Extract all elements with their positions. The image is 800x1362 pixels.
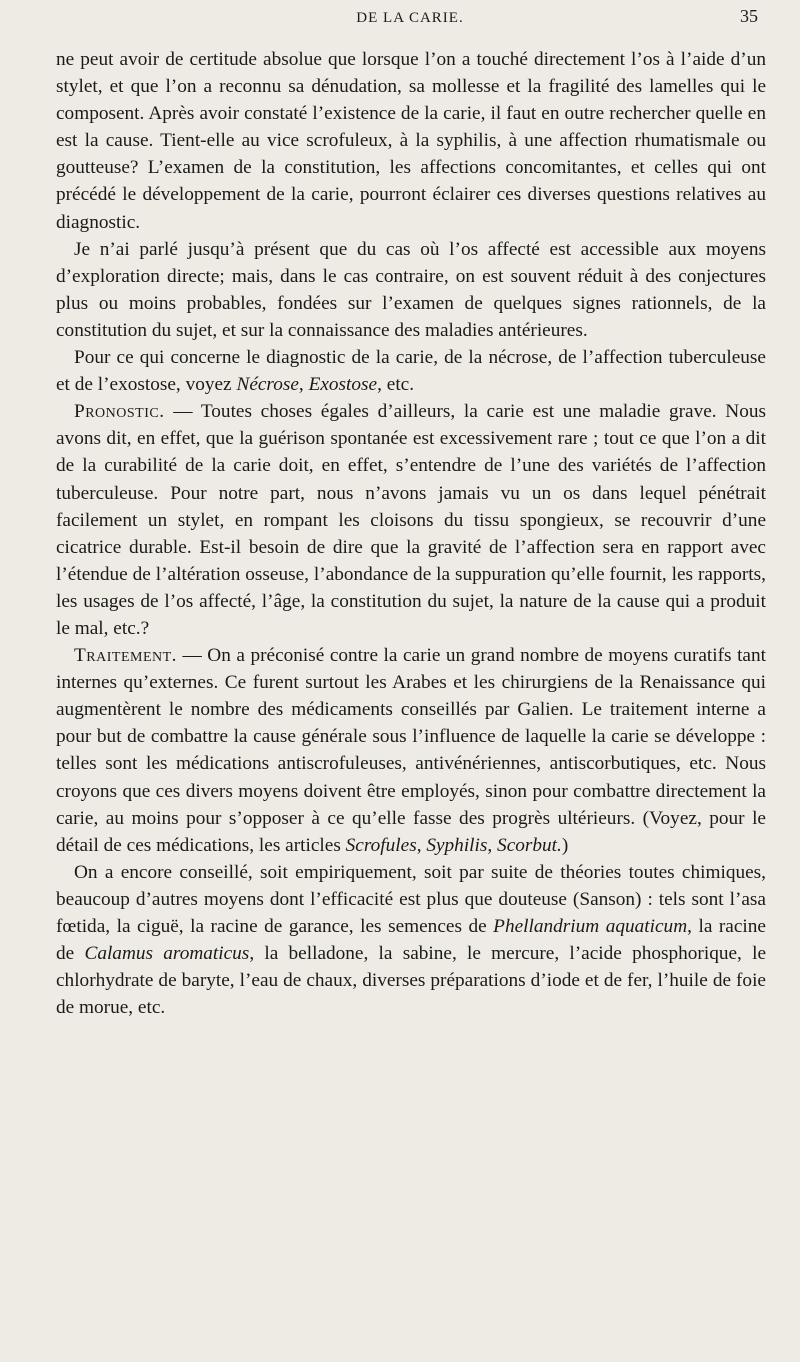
paren-close: ) bbox=[561, 834, 569, 856]
ref-necrose: Nécrose bbox=[236, 374, 299, 396]
page-header bbox=[62, 6, 758, 32]
ref-scorbut: Scorbut. bbox=[497, 834, 562, 856]
paragraph-6-end: , la belladone, la sabine, le mercure, l’acide phosphorique, le chlorhydrate de baryte, l’eau de chaux, diverses préparations d’iode et de fer, l’huile de foie de morue, etc. bbox=[56, 943, 767, 1019]
paragraph-2 bbox=[56, 236, 766, 344]
ref-separator: , bbox=[298, 374, 304, 396]
paragraph-1-text: ne peut avoir de certitude absolue que lorsque l’on a touché directement l’os à l’aide d’un stylet, et que l’on a reconnu sa dénudation, sa mollesse et la fragilité des lamelles qui le composent. Après avoir constaté l’existence de la carie, il faut en outre rechercher quelle en est la cause. Tient-elle au vice scrofuleux, à la syphilis, à une affection rhumatismale ou goutteuse? L’examen de la constitution, les affections concomitantes, et celles qui ont précédé le développement de la carie, pourront éclairer ces diverses questions relatives au diagnostic. bbox=[56, 49, 766, 233]
term-calamus: Calamus aromaticus bbox=[84, 943, 250, 965]
paragraph-traitement: Traitement. — On a préconisé contre la carie un grand nombre de moyens curatifs tant internes qu’externes. Ce furent surtout les Arabes et les chirurgiens de la Renaissance qui augmentèrent le nombre des médicaments conseillés par Galien. Le traitement interne a pour but de combattre la cause générale sous l’influence de laquelle la carie se développe : telles sont les médications antiscrofuleuses, antivénériennes, antiscorbutiques, etc. Nous croyons que ces divers moyens doivent être employés, sinon pour combattre directement la carie, au moins pour s’opposer à ce qu’elle fasse des progrès ultérieurs. (Voyez, pour le détail de ces médications, les articles Scrofules, Syphilis, Scorbut.) bbox=[56, 645, 766, 856]
ref-scrofules: Scrofules bbox=[345, 834, 417, 856]
section-head-traitement: Traitement. bbox=[74, 645, 177, 667]
term-phellandrium: Phellandrium aquaticum bbox=[493, 916, 688, 937]
paragraph-2-text: Je n’ai parlé jusqu’à présent que du cas où l’os affecté est accessible aux moyens d’exploration directe; mais, dans le cas contraire, on est souvent réduit à des conjectures plus ou moins probables, fondées sur l’examen de quelques signes rationnels, de la constitution du sujet, et sur la connaissance des maladies antérieures. bbox=[56, 238, 766, 341]
ref-syphilis: Syphilis bbox=[426, 834, 488, 856]
paragraph-3 bbox=[56, 344, 766, 398]
paragraph-traitement-text: — On a préconisé contre la carie un grand nombre de moyens curatifs tant internes qu’externes. Ce furent surtout les Arabes et les chirurgiens de la Renaissance qui augmentèrent le nombre des médicaments conseillés par Galien. Le traitement interne a pour but de combattre la cause générale sous l’influence de laquelle la carie se développe : telles sont les médications antiscrofuleuses, antivénériennes, antiscorbutiques, etc. Nous croyons que ces divers moyens doivent être employés, sinon pour combattre directement la carie, au moins pour s’opposer à ce qu’elle fasse des progrès ultérieurs. (Voyez, pour le détail de ces médications, les articles bbox=[56, 645, 766, 856]
paragraph-pronostic-text: — Toutes choses égales d’ailleurs, la carie est une maladie grave. Nous avons dit, en effet, que la guérison spontanée est excessivement rare ; tout ce que l’on a dit de la curabilité de la carie doit, en effet, s’entendre de l’une des variétés de l’affection tuberculeuse. Pour notre part, nous n’avons jamais vu un os dans lequel pénétrait facilement un stylet, en rompant les cloisons du tissu spongieux, se recouvrir d’une cicatrice durable. Est-il besoin de dire que la gravité de l’affection sera en rapport avec l’étendue de l’altération osseuse, l’abondance de la suppuration qu’elle fournit, les rapports, les usages de l’os affecté, l’âge, la constitution du sujet, la nature de la cause qui a produit le mal, etc.? bbox=[56, 401, 766, 639]
paragraph-6-text: On a encore conseillé, soit empiriquement, soit par suite de théories toutes chimiques, beaucoup d’autres moyens dont l’efficacité est plus que douteuse (Sanson) : tels sont l’asa fœtida, la ciguë, la racine de garance, les semences de bbox=[56, 861, 766, 937]
paragraph-3-text: Pour ce qui concerne le diagnostic de la carie, de la nécrose, de l’affection tuberculeuse et de l’exostose, voyez bbox=[56, 347, 766, 396]
running-head: DE LA CARIE. bbox=[356, 10, 464, 26]
body-text bbox=[56, 46, 766, 1021]
paragraph-pronostic bbox=[56, 398, 766, 642]
paragraph-3-end: , etc. bbox=[377, 374, 415, 396]
paragraph-6-mid: , la racine de bbox=[56, 916, 766, 965]
paragraph-1 bbox=[56, 46, 766, 236]
paragraph-6 bbox=[56, 859, 766, 1022]
page-number: 35 bbox=[740, 6, 758, 26]
section-head-pronostic: Pronostic. bbox=[74, 401, 165, 423]
ref-exostose: Exostose bbox=[308, 374, 378, 396]
